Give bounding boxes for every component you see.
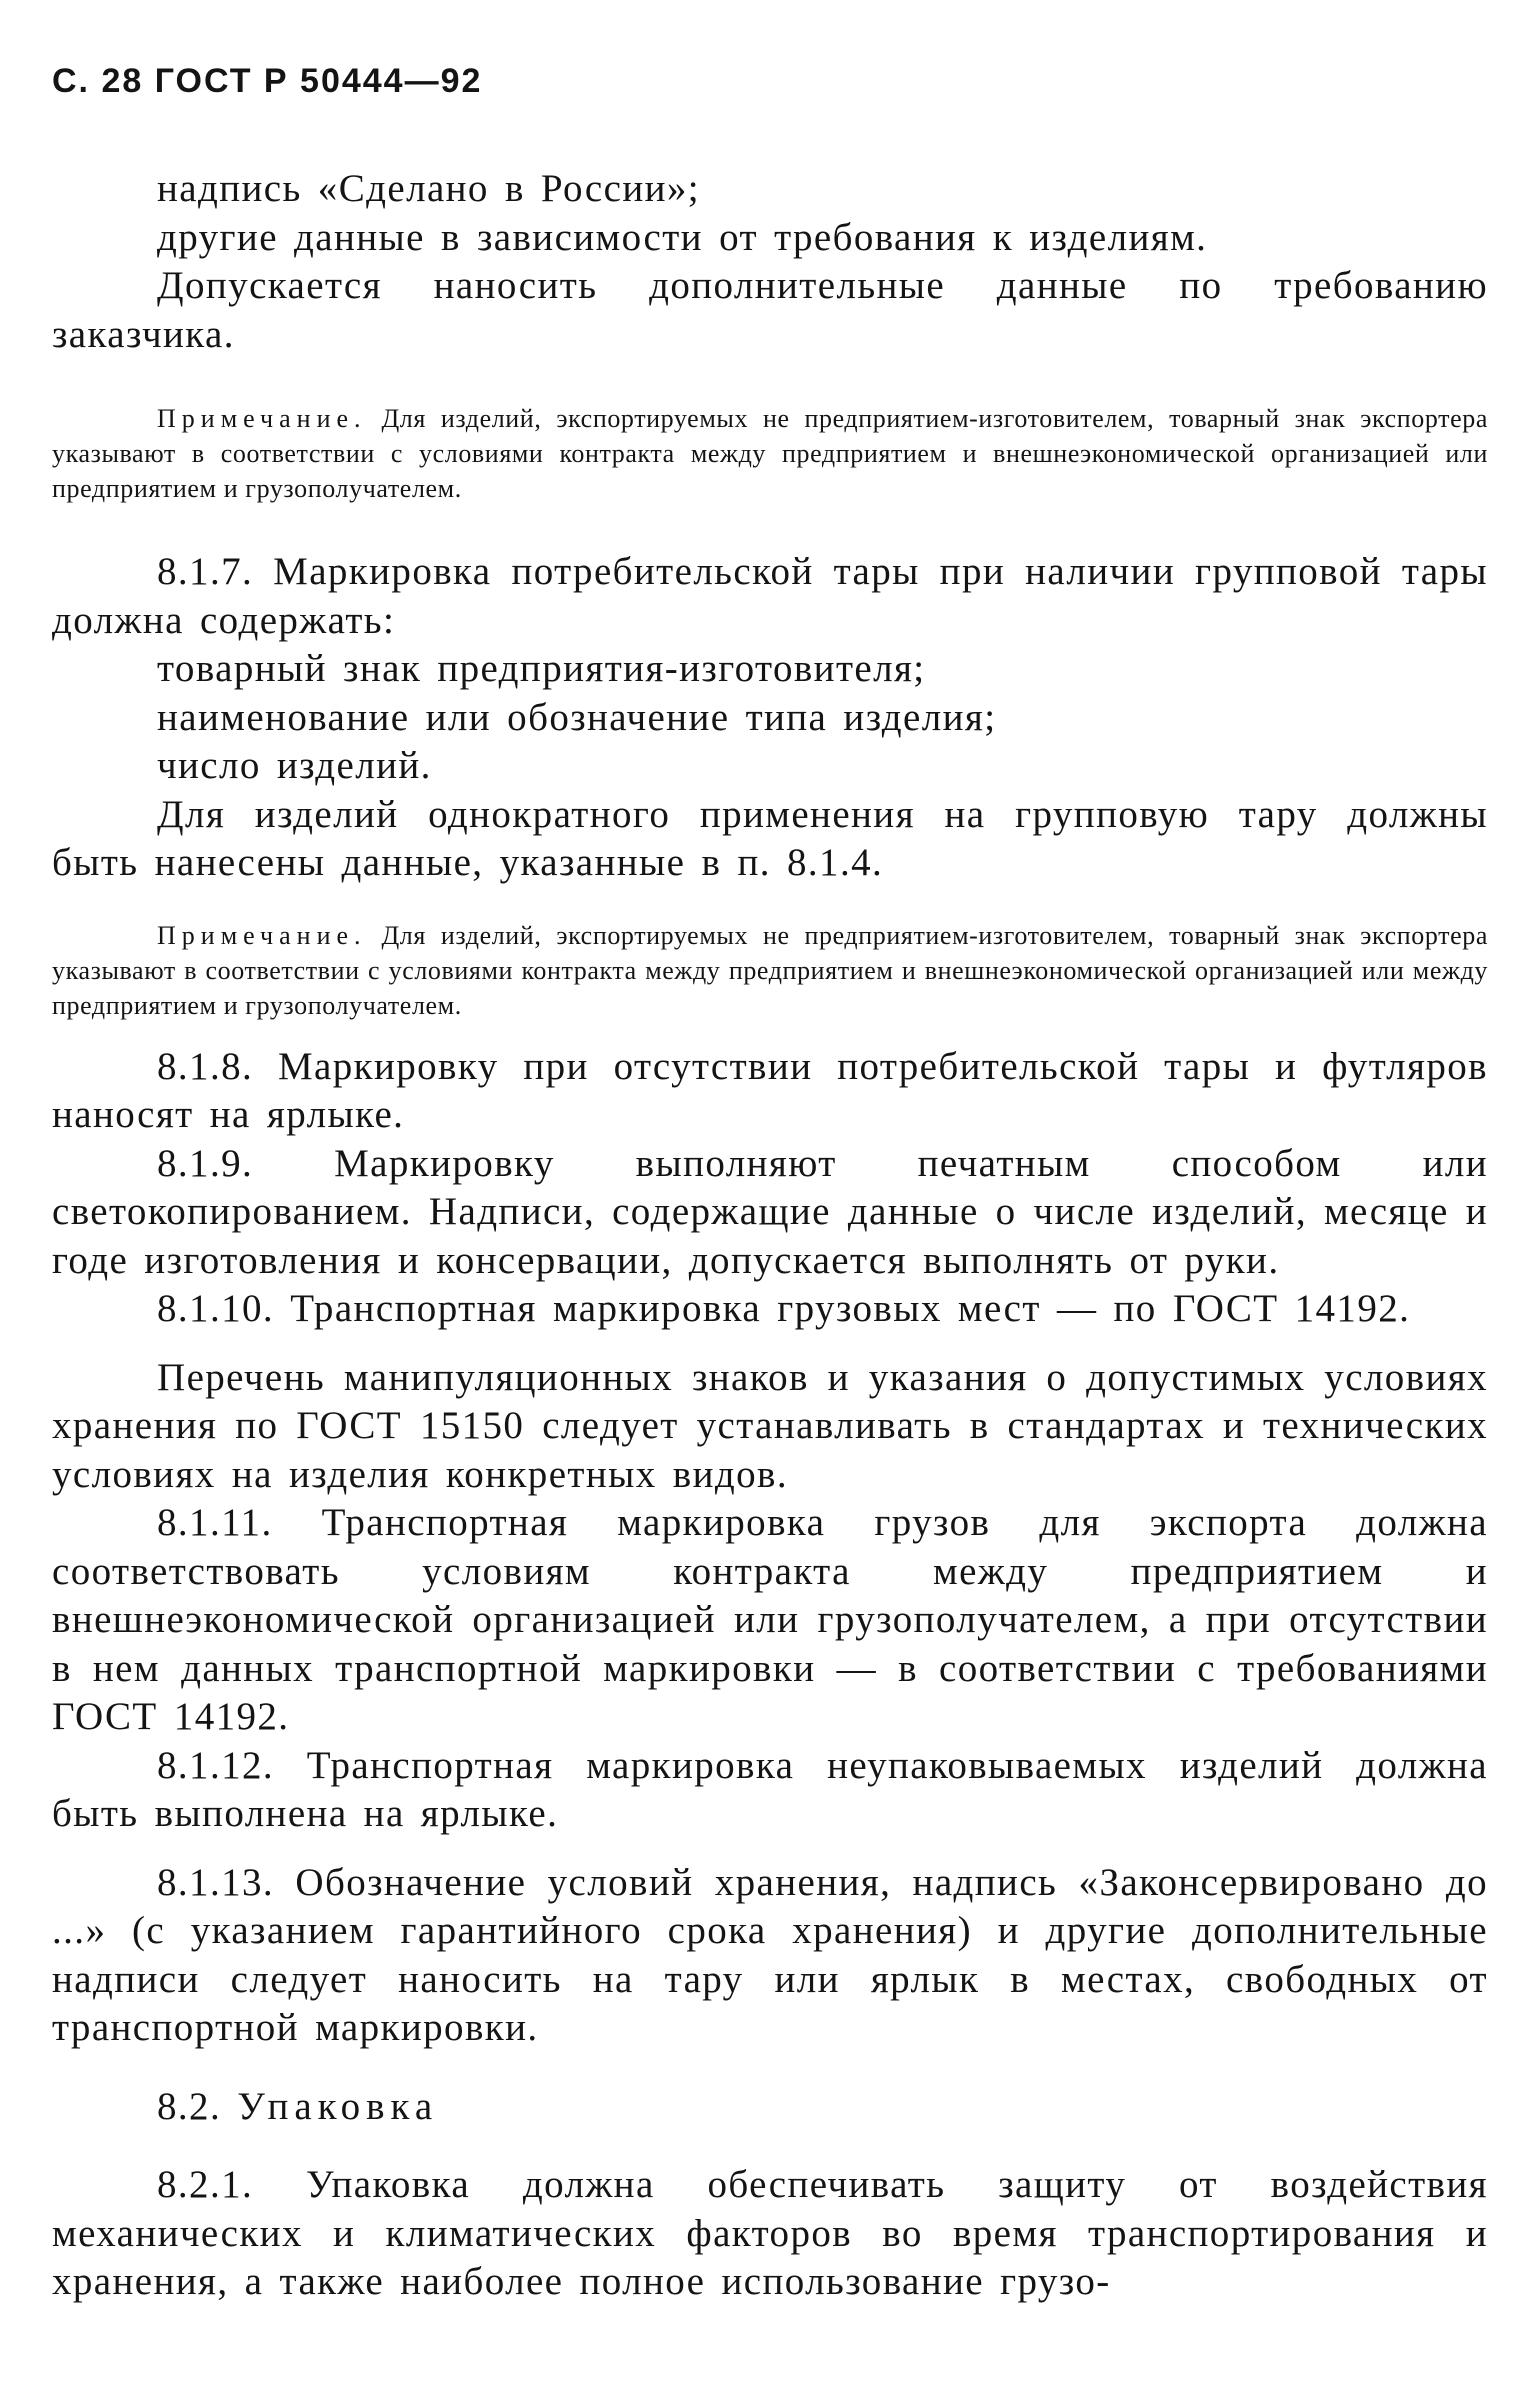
list-item-count: число изделий. <box>157 744 432 787</box>
section-8-1-9: 8.1.9. Маркировку выполняют печатным способом или светокопированием. Надписи, содержащие данные о числе изделий, месяце и годе изготовления и консервации, допускается выполнять от руки. <box>52 1141 1488 1282</box>
paragraph-single-use: Для изделий однократного применения на групповую тару должны быть нанесены данные, указанные в п. 8.1.4. <box>52 792 1488 884</box>
section-heading-8-2 <box>52 2083 1488 2132</box>
paragraph-other-data: другие данные в зависимости от требования к изделиям. <box>157 215 1208 259</box>
note-1 <box>52 401 1488 506</box>
paragraph-customer-data: Допускается наносить дополнительные данные по требованию заказчика. <box>52 264 1488 356</box>
document-body <box>52 165 1488 2307</box>
section-number: 8.2. <box>157 2084 222 2128</box>
section-8-1-10: 8.1.10. Транспортная маркировка грузовых мест — по ГОСТ 14192. <box>157 1287 1411 1330</box>
note-label: Примечание. <box>157 404 367 433</box>
section-8-1-13: 8.1.13. Обозначение условий хранения, надпись «Законсервировано до ...» (с указанием гарантийного срока хранения) и другие дополнительные надписи следует наносить на тару или ярлык в местах, свободных от транспортной маркировки. <box>52 1860 1488 2049</box>
section-8-2-1: 8.2.1. Упаковка должна обеспечивать защиту от воздействия механических и климатических факторов во время транспортирования и хранения, а также наиболее полное использование грузо- <box>52 2163 1488 2303</box>
note-2 <box>52 918 1488 1023</box>
paragraph-handling-signs: Перечень манипуляционных знаков и указания о допустимых условиях хранения по ГОСТ 15150 следует устанавливать в стандартах и технических условиях на изделия конкретных видов. <box>52 1355 1488 1496</box>
note-label: Примечание. <box>157 920 367 950</box>
page-header: С. 28 ГОСТ Р 50444—92 <box>52 62 483 100</box>
section-8-1-7: 8.1.7. Маркировка потребительской тары при наличии групповой тары должна содержать: <box>52 550 1488 642</box>
section-title: Упаковка <box>237 2084 439 2128</box>
section-8-1-8: 8.1.8. Маркировку при отсутствии потребительской тары и футляров наносят на ярлыке. <box>52 1044 1488 1136</box>
paragraph-made-in-russia: надпись «Сделано в России»; <box>157 167 701 210</box>
section-8-1-12: 8.1.12. Транспортная маркировка неупаковываемых изделий должна быть выполнена на ярлыке. <box>52 1743 1488 1835</box>
list-item-trademark: товарный знак предприятия-изготовителя; <box>157 647 926 690</box>
list-item-type-name: наименование или обозначение типа изделия; <box>157 695 997 739</box>
note-text: Для изделий, экспортируемых не предприятием-изготовителем, товарный знак экспортера указывают в соответствии с условиями контракта между предприятием и внешнеэкономической организацией или между предприятием и грузополучателем. <box>52 920 1488 1020</box>
section-8-1-11: 8.1.11. Транспортная маркировка грузов для экспорта должна соответствовать условиям контракта между предприятием и внешнеэкономической организацией или грузополучателем, а при отсутствии в нем данных транспортной маркировки — в соответствии с требованиями ГОСТ 14192. <box>52 1501 1488 1738</box>
note-text: Для изделий, экспортируемых не предприятием-изготовителем, товарный знак экспортера указывают в соответствии с условиями контракта между предприятием и внешнеэкономической организацией или предприятием и грузополучателем. <box>52 404 1488 503</box>
